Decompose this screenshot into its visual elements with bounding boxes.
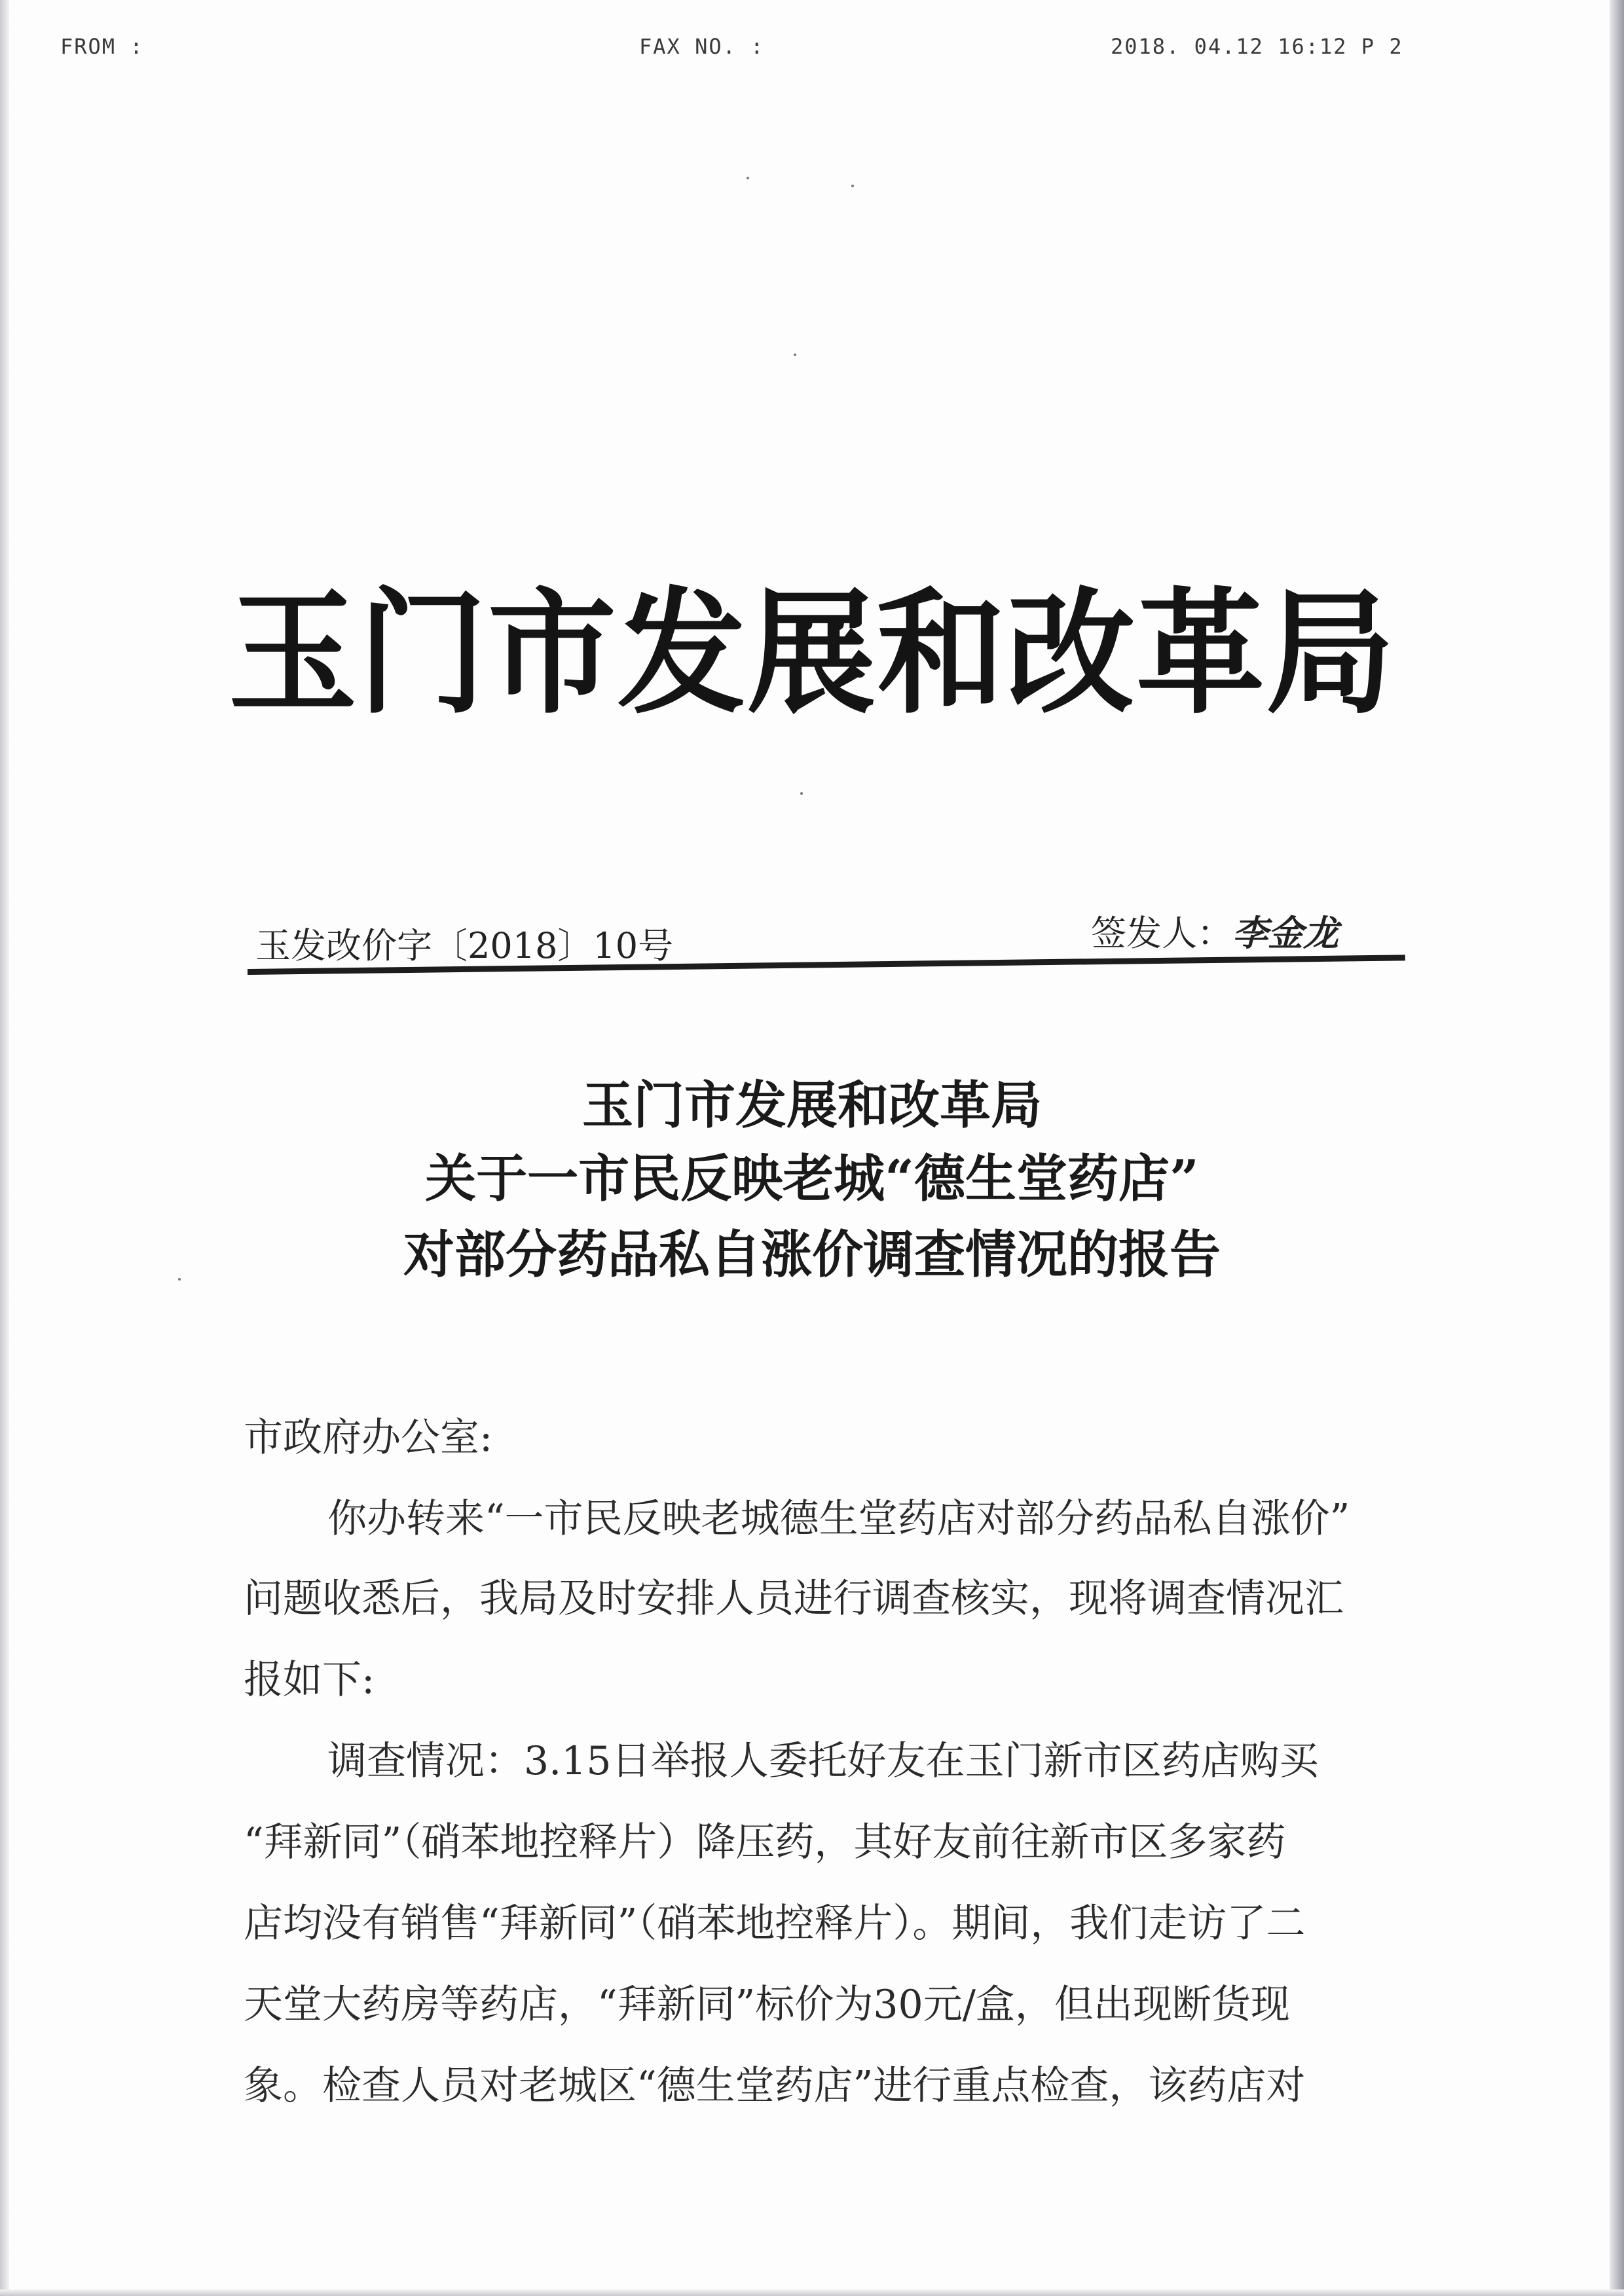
salutation: 市政府办公室: (244, 1415, 493, 1461)
signer-label: 签发人： (1091, 913, 1232, 954)
report-title-line-1: 玉门市发展和改革局 (581, 1076, 1042, 1135)
issuing-authority-masthead: 玉门市发展和改革局 (228, 574, 1395, 733)
signer-block (1091, 912, 1338, 954)
scan-edge-left (0, 0, 9, 2296)
paragraph-1-line: 问题收悉后，我局及时安排人员进行调查核实，现将调查情况汇 (244, 1576, 1344, 1622)
paragraph-2-line: 象。检查人员对老城区“德生堂药店”进行重点检查，该药店对 (244, 2063, 1306, 2109)
fax-from-label: FROM : (60, 34, 144, 59)
report-title-line-3: 对部分药品私自涨价调查情况的报告 (403, 1225, 1221, 1285)
scan-speck (800, 792, 803, 795)
scan-speck (851, 185, 854, 187)
report-title-line-2: 关于一市民反映老城“德生堂药店” (425, 1149, 1199, 1209)
document-number: 玉发改价字〔2018〕10号 (255, 925, 674, 966)
scan-speck (747, 177, 749, 179)
paragraph-2-line: 调查情况：3.15日举报人委托好友在玉门新市区药店购买 (327, 1738, 1319, 1784)
scan-speck (794, 354, 796, 356)
paragraph-2-line: 店均没有销售“拜新同”（硝苯地控释片）。期间，我们走访了二 (244, 1901, 1306, 1946)
paragraph-1-line: 你办转来“一市民反映老城德生堂药店对部分药品私自涨价” (327, 1496, 1350, 1542)
scan-edge-bottom (0, 2289, 1624, 2296)
fax-number-label: FAX NO. : (639, 34, 765, 59)
scan-edge-right (1610, 0, 1624, 2296)
paragraph-2-line: 天堂大药房等药店，“拜新同”标价为30元/盒，但出现断货现 (244, 1982, 1290, 2028)
paragraph-2-line: “拜新同”（硝苯地控释片）降压药，其好友前往新市区多家药 (244, 1819, 1286, 1865)
fax-datetime-page: 2018. 04.12 16:12 P 2 (1111, 34, 1403, 59)
paragraph-1-line: 报如下: (244, 1657, 375, 1703)
signer-name: 李金龙 (1232, 912, 1338, 954)
